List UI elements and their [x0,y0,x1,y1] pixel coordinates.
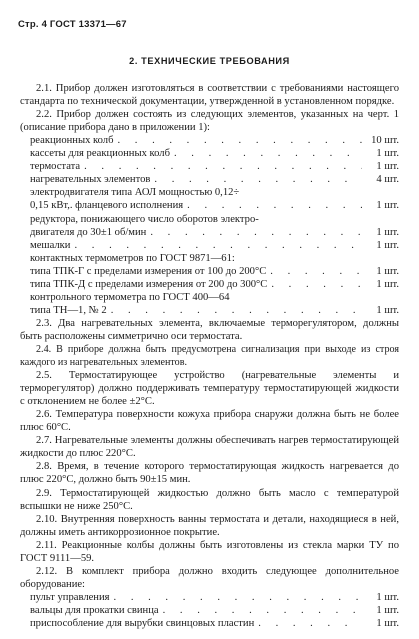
leader-dots [187,199,362,212]
item-quantity: 1 шт. [376,226,399,238]
leader-dots [154,173,362,186]
item-label: двигателя до 30±1 об/мин [30,226,147,238]
item-quantity: 1 шт. [376,604,399,616]
paragraph-2-10: 2.10. Внутренняя поверхность ванны термостата и детали, находящиеся в ней, должны иметь антикоррозионное покрытие. [20,513,399,538]
paragraph-2-12: 2.12. В комплект прибора должно входить следующее дополнительное оборудование: [20,565,399,590]
leader-dots [114,591,362,604]
item-quantity: 1 шт. [376,278,399,290]
list-item [20,617,399,630]
item-label: типа ТПК-Д с пределами измерения от 200 до 300°С [30,278,268,290]
list-item [20,278,399,291]
item-quantity: 1 шт. [376,200,399,212]
item-quantity: 1 шт. [376,265,399,277]
item-quantity: 4 шт. [376,174,399,186]
motor-line-1: электродвигателя типа АОЛ мощностью 0,12÷ [30,187,240,199]
list-item [20,265,399,278]
leader-dots [117,134,362,147]
paragraph-2-11: 2.11. Реакционные колбы должны быть изготовлены из стекла марки ТУ по ГОСТ 9111—59. [20,539,399,564]
list-item [20,604,399,617]
paragraph-2-2: 2.2. Прибор должен состоять из следующих элементов, указанных на черт. 1 (описание прибора дано в приложении 1): [20,109,399,134]
item-quantity: 1 шт. [376,617,399,629]
list-item [20,226,399,239]
item-label: типа ТН—1, № 2 [30,304,107,316]
item-label: 0,15 кВт,. фланцевого исполнения [30,200,184,212]
item-label: кассеты для реакционных колб [30,148,170,160]
item-label: приспособление для вырубки свинцовых пластин [30,617,255,629]
item-label: вальцы для прокатки свинца [30,604,159,616]
paragraph-2-4: 2.4. В приборе должна быть предусмотрена сигнализация при выходе из строя каждого из нагревательных элементов. [20,343,399,369]
leader-dots [174,147,362,160]
section-title: 2. ТЕХНИЧЕСКИЕ ТРЕБОВАНИЯ [129,56,290,66]
item-label: мешалки [30,239,71,251]
reducer-line-1: редуктора, понижающего число оборотов электро- [30,213,259,225]
thermometers-intro: контактных термометров по ГОСТ 9871—61: [30,252,235,264]
item-quantity: 1 шт. [376,591,399,603]
paragraph-2-1: 2.1. Прибор должен изготовляться в соответствии с требованиями настоящего стандарта по технической документации, утвержденной в установленном порядке. [20,83,399,108]
list-item [20,199,399,212]
list-item [20,147,399,160]
item-label: термостата [30,161,81,173]
item-label: реакционных колб [30,135,114,147]
item-label: типа ТПК-Г с пределами измерения от 100 до 200°С [30,265,267,277]
list-item [20,591,399,604]
leader-dots [84,160,362,173]
paragraph-2-7: 2.7. Нагревательные элементы должны обеспечивать нагрев термостатирующей жидкости до плюс 220°С. [20,435,399,460]
list-item [20,173,399,186]
item-quantity: 1 шт. [376,161,399,173]
item-quantity: 10 шт. [371,135,399,147]
control-thermometer-line-1: контрольного термометра по ГОСТ 400—64 [30,291,230,303]
leader-dots [111,304,362,317]
paragraph-2-5: 2.5. Термостатирующее устройство (нагревательные элементы и терморегулятор) должно поддерживать температуру термостатирующей жидкости с отклонением не более ±2°С. [20,370,399,408]
paragraph-2-6: 2.6. Температура поверхности кожуха прибора снаружи должна быть не более плюс 60°С. [20,409,399,434]
list-item [20,160,399,173]
paragraph-2-9: 2.9. Термостатирующей жидкостью должно быть масло с температурой вспышки не ниже 250°С. [20,487,399,512]
paragraph-2-8: 2.8. Время, в течение которого термостатирующая жидкость нагревается до плюс 220°С, должно быть 90±15 мин. [20,461,399,486]
leader-dots [270,265,362,278]
running-head: Стр. 4 ГОСТ 13371—67 [18,19,127,30]
item-label: пульт управления [30,591,110,603]
item-quantity: 1 шт. [376,148,399,160]
leader-dots [258,617,362,630]
leader-dots [271,278,362,291]
item-label: нагревательных элементов [30,174,151,186]
item-quantity: 1 шт. [376,304,399,316]
list-item [20,134,399,147]
leader-dots [150,226,362,239]
list-item [20,239,399,252]
item-quantity: 1 шт. [376,239,399,251]
paragraph-2-3: 2.3. Два нагревательных элемента, включаемые терморегулятором, должны быть расположены симметрично оси термостата. [20,317,399,342]
list-item [20,304,399,317]
leader-dots [163,604,362,617]
leader-dots [74,239,362,252]
